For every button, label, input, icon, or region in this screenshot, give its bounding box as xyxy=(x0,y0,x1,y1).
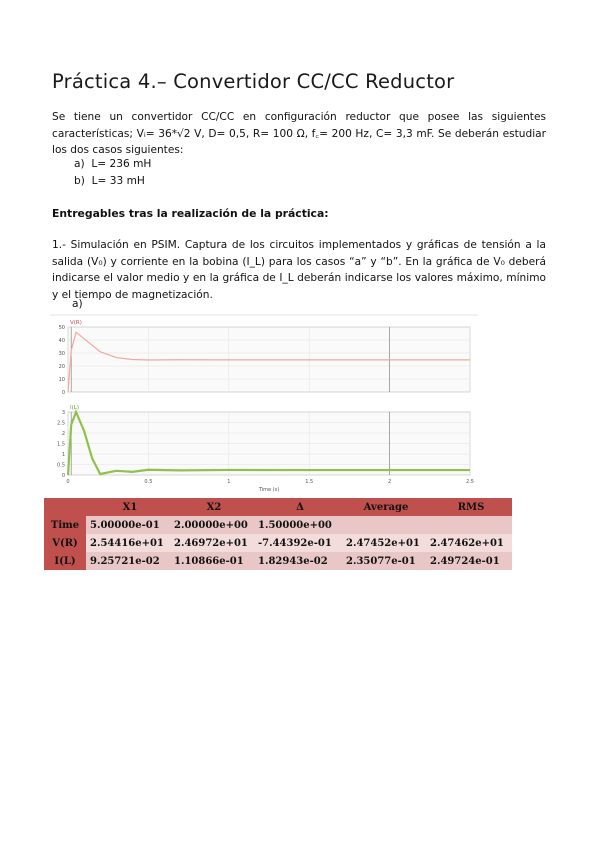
il-series-label: I(L) xyxy=(70,405,79,411)
il-y-tick-label: 2.5 xyxy=(57,420,65,427)
table-header-delta: Δ xyxy=(254,498,342,516)
vr-y-tick-label: 50 xyxy=(58,325,65,331)
vr-y-tick-label: 0 xyxy=(61,390,65,396)
table-header-rms: RMS xyxy=(426,498,512,516)
table-header-x2: X2 xyxy=(170,498,254,516)
il-y-tick-label: 3 xyxy=(61,410,65,416)
il-y-tick-label: 0 xyxy=(61,473,65,479)
row-label-vr: V(R) xyxy=(44,534,86,552)
table-cell: 2.49724e-01 xyxy=(426,552,512,570)
il-y-tick-label: 0.5 xyxy=(57,462,65,469)
table-cell: 2.47452e+01 xyxy=(342,534,426,552)
vr-panel xyxy=(59,320,470,396)
psim-waveform-plot xyxy=(50,311,478,499)
deliverables-heading: Entregables tras la realización de la práctica: xyxy=(52,207,329,220)
il-y-tick-label: 1.5 xyxy=(57,441,65,448)
row-label-time: Time xyxy=(44,516,86,534)
table-cell: 9.25721e-02 xyxy=(86,552,170,570)
table-cell: 2.54416e+01 xyxy=(86,534,170,552)
table-cell: 2.47462e+01 xyxy=(426,534,512,552)
vr-series-label: V(R) xyxy=(70,320,82,326)
table-cell: -7.44392e-01 xyxy=(254,534,342,552)
vr-y-tick-label: 20 xyxy=(58,364,65,370)
il-x-tick-label: 2 xyxy=(388,479,392,485)
task-1-paragraph: 1.- Simulación en PSIM. Captura de los circuitos implementados y gráficas de tensión a la salida (V₀) y corriente en la bobina (I_L) para los casos “a” y “b”. En la gráfica de V₀ deberá indicarse el valor medio y en la gráfica de I_L deberán indicarse los valores máximo, mínimo y el tiempo de magnetización. xyxy=(52,239,546,301)
table-header-average: Average xyxy=(342,498,426,516)
case-b-text: L= 33 mH xyxy=(91,175,145,187)
il-x-axis-label: Time (s) xyxy=(258,487,280,493)
table-cell xyxy=(342,516,426,534)
case-b-marker: b) xyxy=(74,175,85,187)
table-cell: 2.46972e+01 xyxy=(170,534,254,552)
case-a-text: L= 236 mH xyxy=(91,158,152,170)
il-x-tick-label: 0.5 xyxy=(144,479,153,485)
table-header-corner xyxy=(44,498,86,516)
il-x-tick-label: 1.5 xyxy=(305,479,314,485)
table-cell: 2.35077e-01 xyxy=(342,552,426,570)
table-cell: 1.10866e-01 xyxy=(170,552,254,570)
vr-y-tick-label: 10 xyxy=(58,377,65,383)
table-cell: 1.50000e+00 xyxy=(254,516,342,534)
table-header-x1: X1 xyxy=(86,498,170,516)
il-y-tick-label: 1 xyxy=(61,452,65,458)
case-a-marker: a) xyxy=(74,158,85,170)
case-a xyxy=(74,158,151,170)
table-cell: 1.82943e-02 xyxy=(254,552,342,570)
table-cell: 5.00000e-01 xyxy=(86,516,170,534)
table-row xyxy=(44,534,512,552)
vr-y-tick-label: 40 xyxy=(58,338,65,344)
intro-paragraph: Se tiene un convertidor CC/CC en configuración reductor que posee las siguientes características; Vᵢ= 36*√2 V, D= 0,5, R= 100 Ω, f꜀= 200 Hz, C= 3,3 mF. Se deberán estudiar los dos casos siguientes: xyxy=(52,111,546,156)
il-x-tick-label: 0 xyxy=(66,479,70,485)
table-row xyxy=(44,552,512,570)
row-label-il: I(L) xyxy=(44,552,86,570)
table-header-row xyxy=(44,498,512,516)
page-title: Práctica 4.– Convertidor CC/CC Reductor xyxy=(52,70,455,93)
sub-label-a: a) xyxy=(72,298,83,310)
table-row xyxy=(44,516,512,534)
il-x-tick-label: 1 xyxy=(227,479,231,485)
table-cell: 2.00000e+00 xyxy=(170,516,254,534)
il-y-tick-label: 2 xyxy=(61,431,65,437)
vr-y-tick-label: 30 xyxy=(58,351,65,357)
table-cell xyxy=(426,516,512,534)
measurement-table xyxy=(44,498,512,570)
il-x-tick-label: 2.5 xyxy=(466,479,474,485)
case-b xyxy=(74,175,145,187)
